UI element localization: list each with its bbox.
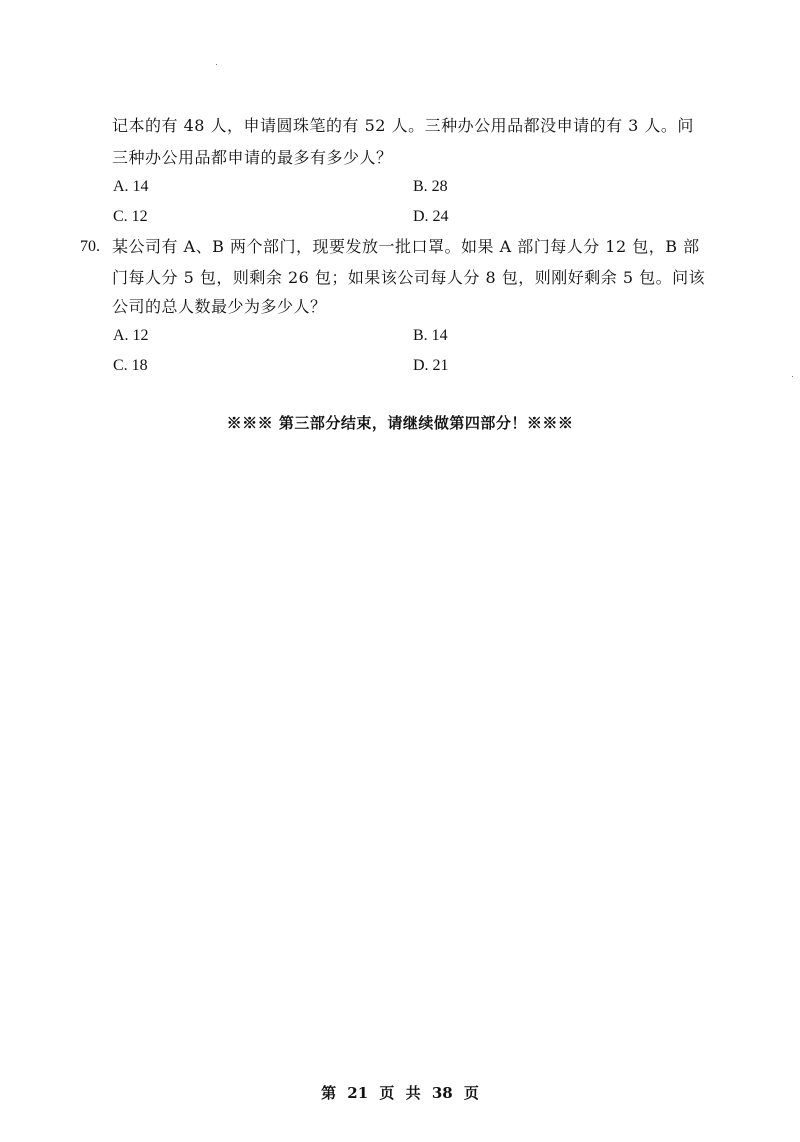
question-text-line: 三种办公用品都申请的最多有多少人？	[112, 148, 393, 167]
option-a: A. 12	[113, 327, 149, 344]
question-text-line: 门每人分 5 包，则剩余 26 包；如果该公司每人分 8 包，则刚好剩余 5 包。问该	[112, 268, 706, 287]
option-a: A. 14	[113, 178, 149, 195]
option-c: C. 12	[113, 208, 148, 225]
scan-speck	[216, 64, 217, 65]
scan-speck	[792, 376, 793, 377]
page-number: 第 21 页 共 38 页	[321, 1084, 479, 1102]
option-b: B. 14	[413, 327, 448, 344]
option-d: D. 21	[413, 357, 449, 374]
question-text-line: 某公司有 A、B 两个部门，现要发放一批口罩。如果 A 部门每人分 12 包，B 部	[112, 237, 700, 256]
option-d: D. 24	[413, 208, 449, 225]
question-text-line: 记本的有 48 人，申请圆珠笔的有 52 人。三种办公用品都没申请的有 3 人。问	[112, 116, 694, 135]
option-b: B. 28	[413, 178, 448, 195]
option-c: C. 18	[113, 357, 148, 374]
question-text-line: 公司的总人数最少为多少人？	[112, 297, 327, 316]
section-end-note: ※※※ 第三部分结束，请继续做第四部分！※※※	[226, 414, 574, 432]
question-number: 70.	[80, 238, 100, 255]
